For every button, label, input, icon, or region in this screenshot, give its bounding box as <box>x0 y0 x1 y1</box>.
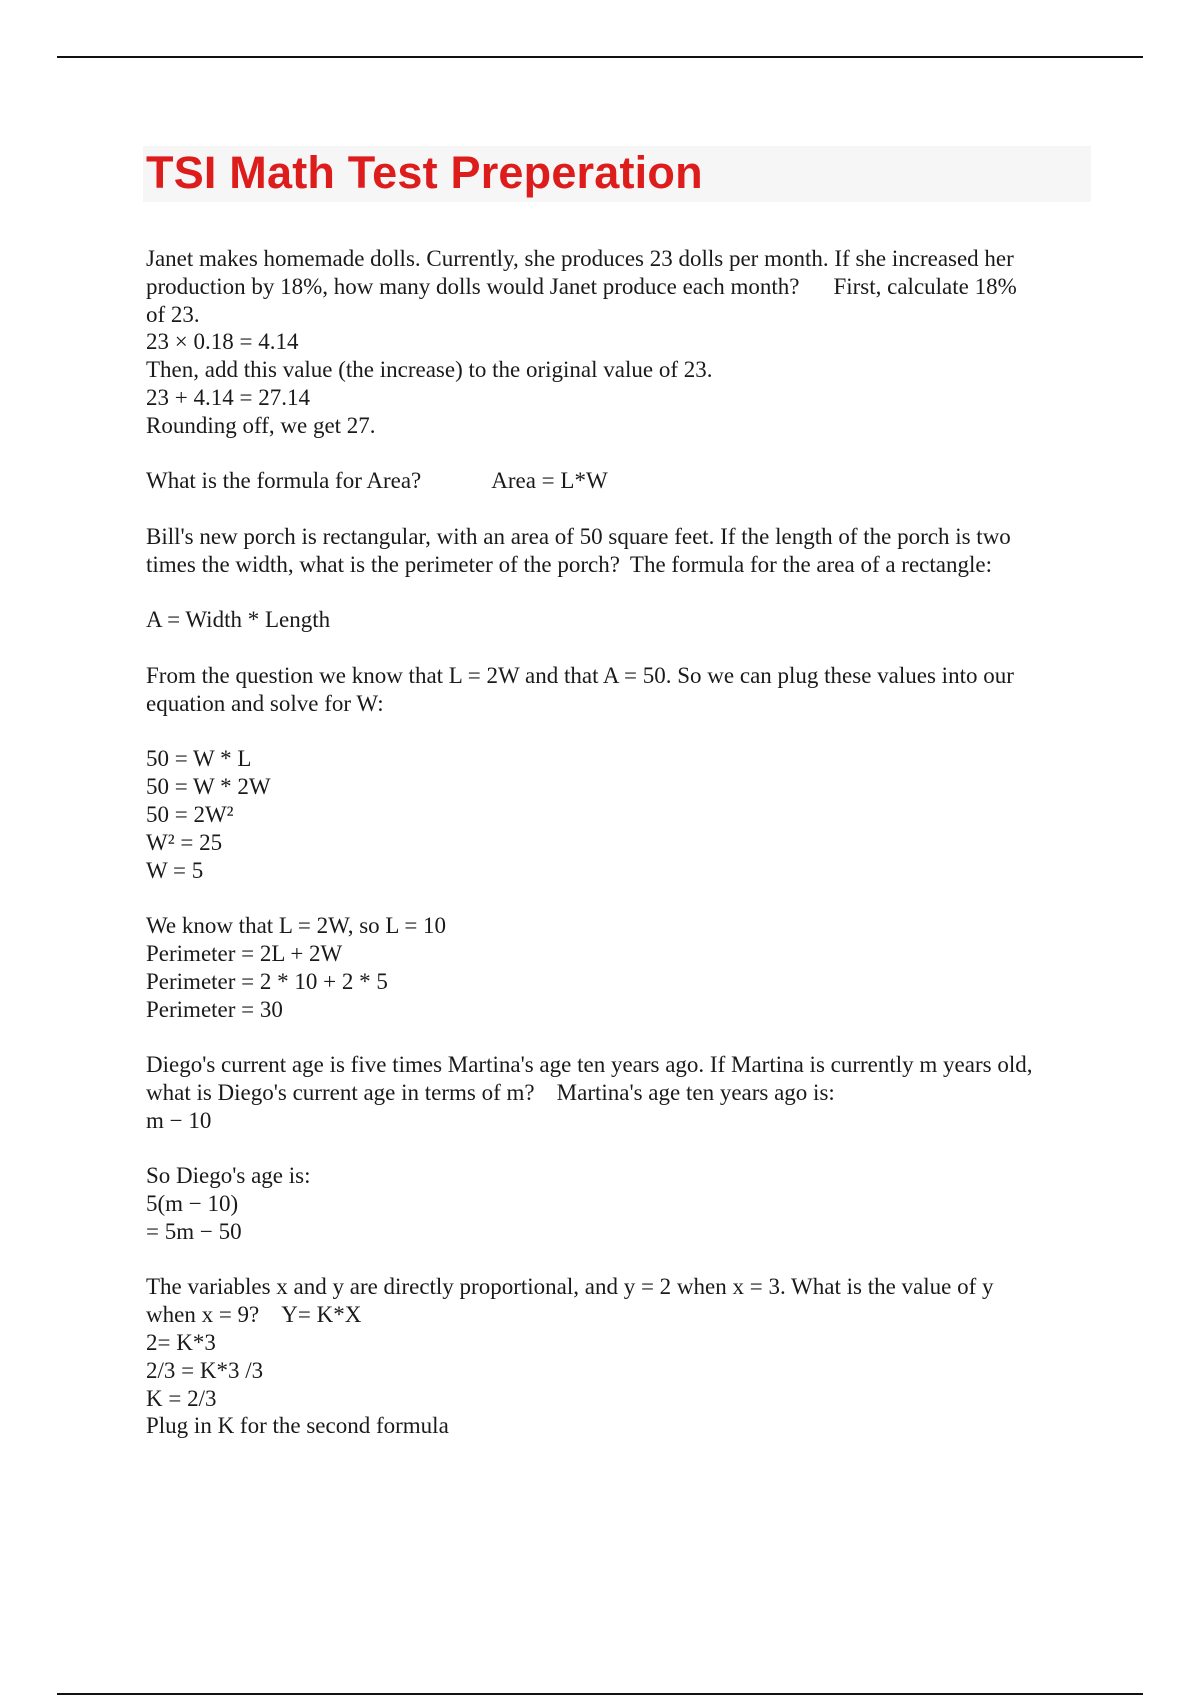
explanation-text: From the question we know that L = 2W and that A = 50. So we can plug these values into our <box>146 662 1014 688</box>
question-porch-perimeter <box>146 523 1096 579</box>
question-text: what is Diego's current age in terms of m? <box>146 1079 535 1105</box>
calculation-step: Perimeter = 2 * 10 + 2 * 5 <box>146 968 388 994</box>
question-text: What is the formula for Area? <box>146 468 422 494</box>
bottom-rule <box>57 1693 1143 1695</box>
calculation: 23 × 0.18 = 4.14 <box>146 329 299 355</box>
formula: A = Width * Length <box>146 607 331 633</box>
question-diego-age <box>146 1051 1096 1134</box>
calculation-step: 50 = W * 2W <box>146 774 271 800</box>
question-text: Bill's new porch is rectangular, with an area of 50 square feet. If the length of the porch is two <box>146 523 1011 549</box>
top-rule <box>57 56 1143 58</box>
question-with-answer <box>146 467 1096 495</box>
question-text: production by 18%, how many dolls would Janet produce each month? <box>146 273 800 299</box>
porch-perimeter-steps <box>146 912 1096 1023</box>
question-text-with-answer <box>146 1079 1096 1107</box>
calculation-step: 50 = 2W² <box>146 801 234 827</box>
answer-text: Plug in K for the second formula <box>146 1413 449 1439</box>
area-formula <box>146 606 1096 634</box>
answer-result: Rounding off, we get 27. <box>146 412 376 438</box>
calculation-step: We know that L = 2W, so L = 10 <box>146 913 447 939</box>
page-title: TSI Math Test Preperation <box>146 147 703 198</box>
question-proportional <box>146 1273 1096 1440</box>
question-text: Janet makes homemade dolls. Currently, she produces 23 dolls per month. If she increased her <box>146 246 1014 271</box>
calculation-step: 2/3 = K*3 /3 <box>146 1357 264 1383</box>
calculation-step: K = 2/3 <box>146 1385 217 1411</box>
question-janet-dolls <box>146 245 1096 440</box>
question-text: times the width, what is the perimeter of the porch? <box>146 551 620 577</box>
answer-text: The formula for the area of a rectangle: <box>629 551 992 577</box>
question-text-with-answer <box>146 273 1096 301</box>
answer-text: Area = L*W <box>491 468 608 494</box>
calculation-step: 50 = W * L <box>146 746 252 772</box>
calculation: 23 + 4.14 = 27.14 <box>146 384 310 410</box>
answer-text: of 23. <box>146 301 200 327</box>
answer-text: Y= K*X <box>281 1302 362 1328</box>
question-text-with-answer <box>146 551 1096 579</box>
calculation-step: Perimeter = 2L + 2W <box>146 940 343 966</box>
question-text-with-answer <box>146 1301 1096 1329</box>
question-text: Diego's current age is five times Martina's age ten years ago. If Martina is currently m years old, <box>146 1052 1033 1078</box>
explanation-text: equation and solve for W: <box>146 690 384 716</box>
expression: = 5m − 50 <box>146 1218 242 1244</box>
porch-explanation <box>146 662 1096 718</box>
calculation-step: Perimeter = 30 <box>146 996 283 1022</box>
answer-text: First, calculate 18% <box>833 273 1017 299</box>
diego-age-answer <box>146 1162 1096 1245</box>
answer-text: So Diego's age is: <box>146 1163 311 1189</box>
expression: m − 10 <box>146 1107 212 1133</box>
calculation-step: 2= K*3 <box>146 1330 216 1356</box>
question-text: when x = 9? <box>146 1302 260 1328</box>
answer-text: Then, add this value (the increase) to the original value of 23. <box>146 357 713 383</box>
calculation-step: W² = 25 <box>146 829 223 855</box>
document-body <box>146 245 1096 1468</box>
question-area-formula <box>146 467 1096 495</box>
calculation-step: W = 5 <box>146 857 204 883</box>
porch-width-steps <box>146 745 1096 884</box>
question-text: The variables x and y are directly proportional, and y = 2 when x = 3. What is the value of y <box>146 1274 994 1300</box>
expression: 5(m − 10) <box>146 1191 239 1217</box>
answer-text: Martina's age ten years ago is: <box>556 1079 835 1105</box>
